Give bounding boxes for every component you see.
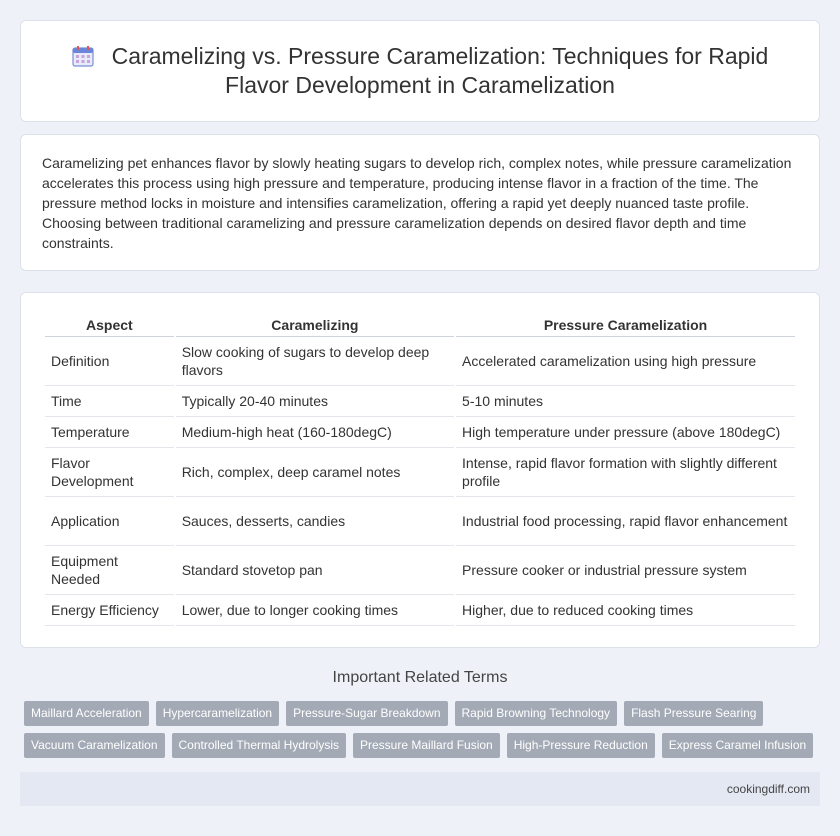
table-row: [45, 386, 795, 417]
table-row: [45, 337, 795, 386]
tag[interactable]: Express Caramel Infusion: [662, 733, 813, 758]
comparison-card: [20, 292, 820, 648]
tag[interactable]: Flash Pressure Searing: [624, 701, 763, 726]
table-header-row: [45, 307, 795, 337]
calendar-icon: [72, 45, 94, 67]
row-caramelizing: Rich, complex, deep caramel notes: [176, 448, 454, 497]
page-title: [51, 42, 789, 100]
tag[interactable]: Pressure-Sugar Breakdown: [286, 701, 447, 726]
title-card: [20, 20, 820, 122]
row-caramelizing: Slow cooking of sugars to develop deep flavors: [176, 337, 454, 386]
title-text: Caramelizing vs. Pressure Caramelization: Techniques for Rapid Flavor Development in Caramelization: [111, 43, 769, 98]
tag-row: [24, 733, 824, 758]
row-aspect: Time: [45, 386, 174, 417]
row-pressure: Pressure cooker or industrial pressure system: [456, 546, 795, 595]
row-caramelizing: Typically 20-40 minutes: [176, 386, 454, 417]
tag[interactable]: Rapid Browning Technology: [455, 701, 618, 726]
row-aspect: Temperature: [45, 417, 174, 448]
tag[interactable]: Vacuum Caramelization: [24, 733, 165, 758]
tag[interactable]: Maillard Acceleration: [24, 701, 149, 726]
intro-paragraph: Caramelizing pet enhances flavor by slowly heating sugars to develop rich, complex notes, while pressure caramelization accelerates this process using high pressure and temperature, producing intense flavor in a fraction of the time. The pressure method locks in moisture and intensifies caramelization, offering a rapid yet deeply nuanced taste profile. Choosing between traditional caramelizing and pressure caramelization depends on desired flavor depth and time constraints.: [42, 155, 792, 251]
header-pressure: Pressure Caramelization: [456, 307, 795, 337]
related-terms-tags: [24, 701, 824, 765]
row-pressure: Intense, rapid flavor formation with slightly different profile: [456, 448, 795, 497]
footer: [20, 772, 820, 806]
row-aspect: Flavor Development: [45, 448, 174, 497]
row-pressure: Industrial food processing, rapid flavor enhancement: [456, 497, 795, 546]
row-aspect: Energy Efficiency: [45, 595, 174, 626]
tag[interactable]: Pressure Maillard Fusion: [353, 733, 500, 758]
row-caramelizing: Standard stovetop pan: [176, 546, 454, 595]
header-caramelizing: Caramelizing: [176, 307, 454, 337]
table-row: [45, 546, 795, 595]
row-caramelizing: Medium-high heat (160-180degC): [176, 417, 454, 448]
tag[interactable]: Controlled Thermal Hydrolysis: [172, 733, 347, 758]
footer-site-link[interactable]: cookingdiff.com: [726, 782, 810, 796]
tag-row: [24, 701, 824, 726]
row-aspect: Equipment Needed: [45, 546, 174, 595]
table-row: [45, 497, 795, 546]
row-pressure: High temperature under pressure (above 180degC): [456, 417, 795, 448]
row-aspect: Definition: [45, 337, 174, 386]
intro-card: [20, 134, 820, 271]
table-row: [45, 595, 795, 626]
row-aspect: Application: [45, 497, 174, 546]
header-aspect: Aspect: [45, 307, 174, 337]
tag[interactable]: High-Pressure Reduction: [507, 733, 655, 758]
row-caramelizing: Sauces, desserts, candies: [176, 497, 454, 546]
table-row: [45, 417, 795, 448]
comparison-table: [43, 307, 797, 626]
row-caramelizing: Lower, due to longer cooking times: [176, 595, 454, 626]
row-pressure: Accelerated caramelization using high pressure: [456, 337, 795, 386]
table-row: [45, 448, 795, 497]
row-pressure: Higher, due to reduced cooking times: [456, 595, 795, 626]
tag[interactable]: Hypercaramelization: [156, 701, 279, 726]
related-terms-title: Important Related Terms: [332, 669, 508, 686]
row-pressure: 5-10 minutes: [456, 386, 795, 417]
